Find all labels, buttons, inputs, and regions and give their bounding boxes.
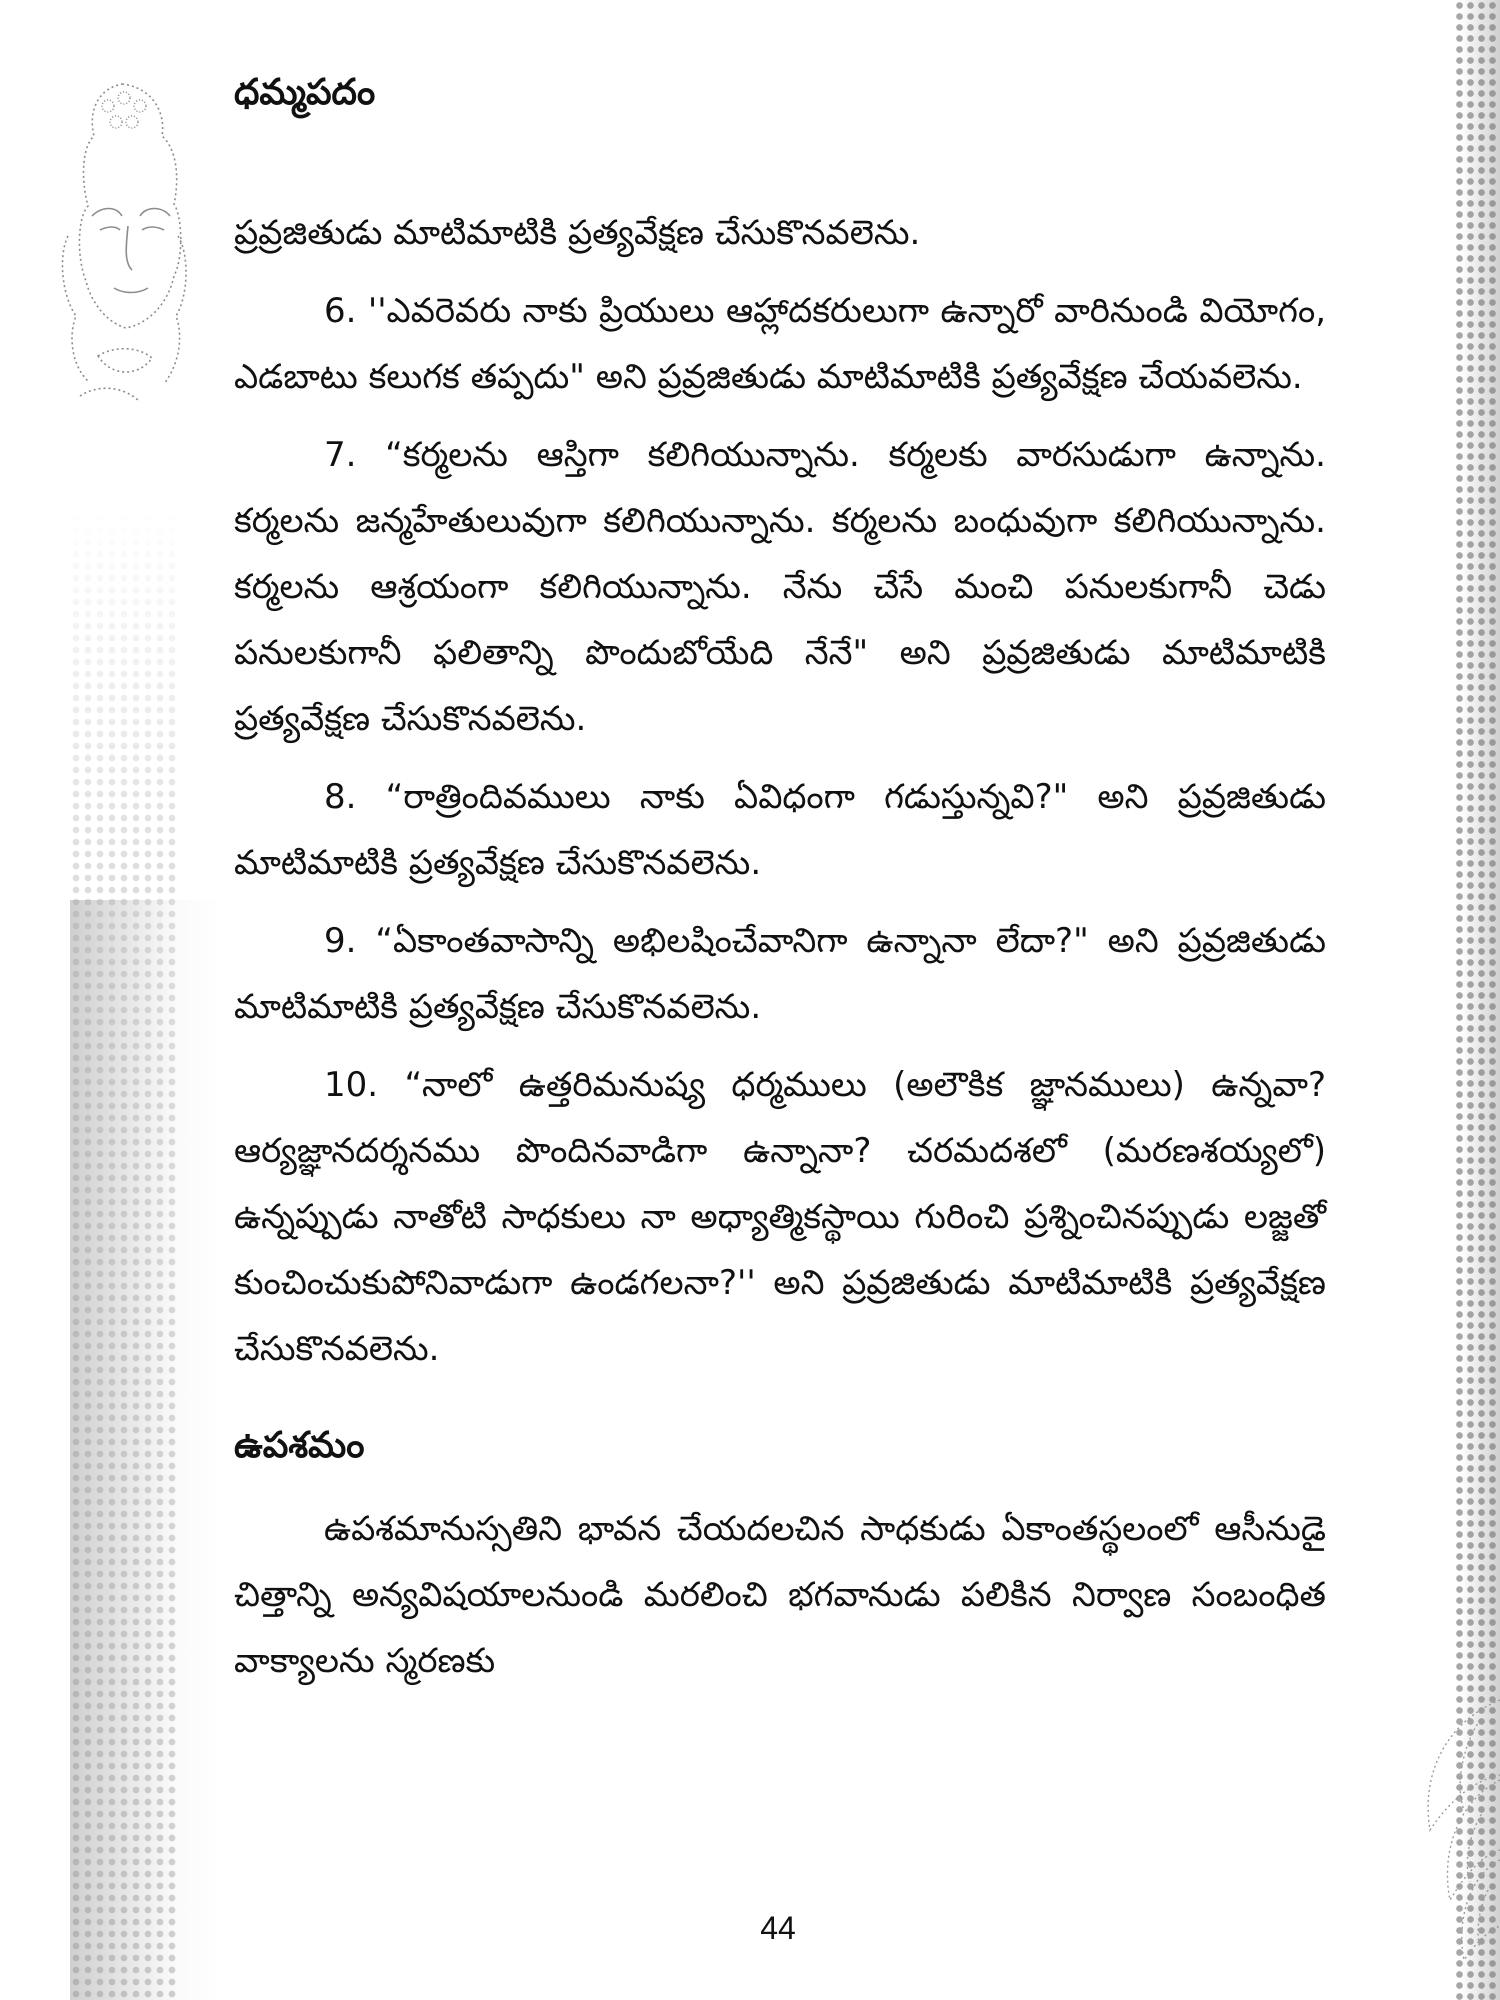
page-body [234, 200, 1326, 1706]
section-heading: ఉపశమం [234, 1425, 365, 1466]
section-paragraph: ఉపశమానుస్సతిని భావన చేయదలచిన సాధకుడు ఏకాంతస్థలంలో ఆసీనుడై చిత్తాన్ని అన్యవిషయాలనుండి మరలించి భగవానుడు పలికిన నిర్వాణ సంబంధిత వాక్యాలను స్మరణకు [234, 1509, 1326, 1681]
page-number: 44 [760, 1910, 796, 1946]
lotus-illustration [1360, 1660, 1500, 2000]
left-gradient-shade [70, 900, 220, 2000]
paragraph-item-7: 7. “కర్మలను ఆస్తిగా కలిగియున్నాను. కర్మలకు వారసుడుగా ఉన్నాను. కర్మలను జన్మహేతులువుగా కలిగియున్నాను. కర్మలను బంధువుగా కలిగియున్నాను. కర్మలను ఆశ్రయంగా కలిగియున్నాను. నేను చేసే మంచి పనులకుగానీ చెడు పనులకుగానీ ఫలితాన్ని పొందుబోయేది నేనే" అని ప్రవ్రజితుడు మాటిమాటికి ప్రత్యవేక్షణ చేసుకొనవలెను. [234, 435, 1326, 739]
paragraph-item-8: 8. “రాత్రిందివములు నాకు ఏవిధంగా గడుస్తున్నవి?" అని ప్రవ్రజితుడు మాటిమాటికి ప్రత్యవేక్షణ చేసుకొనవలెను. [234, 777, 1326, 883]
paragraph: ప్రవ్రజితుడు మాటిమాటికి ప్రత్యవేక్షణ చేసుకొనవలెను. [234, 213, 921, 253]
paragraph-item-6: 6. ''ఎవరెవరు నాకు ప్రియులు ఆహ్లాదకరులుగా ఉన్నారో వారినుండి వియోగం, ఎడబాటు కలుగక తప్పదు" అని ప్రవ్రజితుడు మాటిమాటికి ప్రత్యవేక్షణ చేయవలెను. [234, 291, 1326, 397]
paragraph-item-9: 9. “ఏకాంతవాసాన్ని అభిలషించేవానిగా ఉన్నానా లేదా?" అని ప్రవ్రజితుడు మాటిమాటికి ప్రత్యవేక్షణ చేసుకొనవలెను. [234, 921, 1326, 1027]
running-head: ధమ్మపదం [234, 72, 376, 113]
buddha-face-illustration [28, 66, 218, 416]
paragraph-item-10: 10. “నాలో ఉత్తరిమనుష్య ధర్మములు (అలౌకిక జ్ఞానములు) ఉన్నవా? ఆర్యజ్ఞానదర్శనము పొందినవాడిగా ఉన్నానా? చరమదశలో (మరణశయ్యలో) ఉన్నప్పుడు నాతోటి సాధకులు నా అధ్యాత్మికస్థాయి గురించి ప్రశ్నించినప్పుడు లజ్జతో కుంచించుకుపోనివాడుగా ఉండగలనా?'' అని ప్రవ్రజితుడు మాటిమాటికి ప్రత్యవేక్షణ చేసుకొనవలెను. [234, 1065, 1326, 1369]
